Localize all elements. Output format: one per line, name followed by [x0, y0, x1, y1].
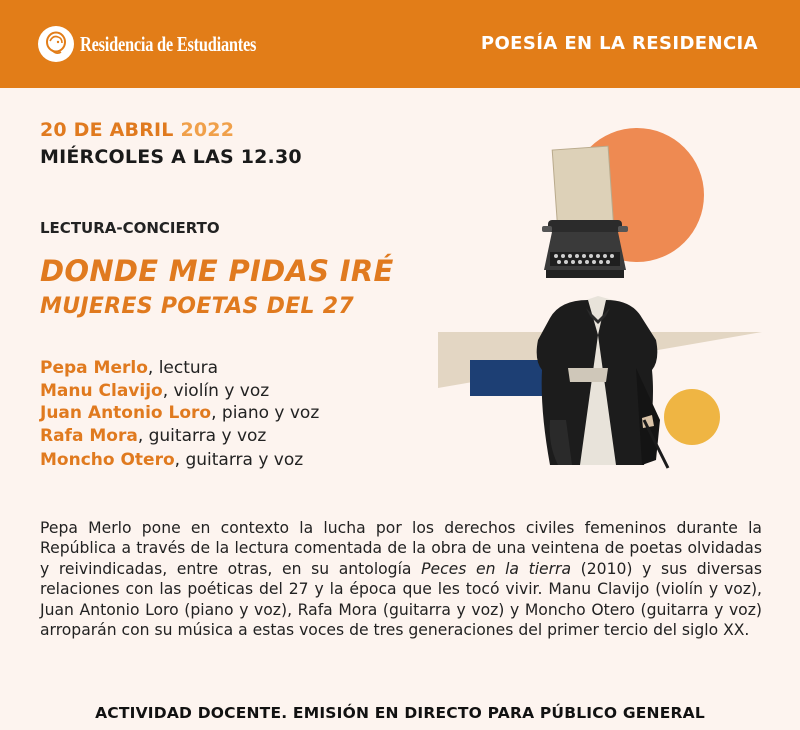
yellow-circle-shape	[664, 389, 720, 445]
event-date-day-month: 20 DE ABRIL	[40, 119, 174, 141]
event-date	[40, 119, 234, 141]
typewriter-head-collage	[430, 120, 770, 470]
performer-item	[40, 380, 319, 403]
description-text-after: (2010) y sus diversas relaciones con las poéticas del 27 y la época que les tocó vivir. Manu Clavijo (violín y voz), Juan Antonio Loro (piano y voz), Rafa Mora (guitarra y voz) y Moncho Otero (guitarra y voz) arroparán con su música a estas voces de tres generaciones del primer tercio del siglo XX.	[40, 559, 762, 640]
head-profile-icon	[38, 26, 74, 62]
performer-name: Moncho Otero	[40, 450, 175, 470]
performer-item	[40, 357, 319, 380]
performer-role: , lectura	[147, 358, 219, 378]
paper-sheet-shape	[552, 146, 614, 232]
description-text-before: Pepa Merlo pone en contexto la lucha por los derechos civiles femeninos durante la República a través de la lectura comentada de la obra de una veintena de poetas olvidadas y reivindicadas, entre otras, en su antología	[40, 519, 762, 578]
jacket-figure-icon	[537, 296, 668, 468]
event-date-year: 2022	[180, 119, 235, 141]
event-subtitle: MUJERES POETAS DEL 27	[40, 294, 355, 319]
performer-name: Pepa Merlo	[40, 358, 148, 378]
performer-name: Rafa Mora	[40, 425, 138, 446]
event-description	[40, 518, 762, 640]
header-bar	[0, 0, 800, 88]
performer-role: , piano y voz	[211, 403, 320, 423]
residencia-logo[interactable]	[38, 25, 306, 63]
book-title: Peces en la tierra	[421, 559, 572, 578]
logo-text: Residencia de Estudiantes	[80, 31, 257, 56]
performers-list	[40, 357, 319, 472]
series-title: POESÍA EN LA RESIDENCIA	[480, 33, 758, 54]
performer-item	[40, 449, 319, 472]
event-title: DONDE ME PIDAS IRÉ	[40, 254, 394, 288]
performer-role: , guitarra y voz	[137, 425, 267, 446]
performer-role: , violín y voz	[162, 380, 270, 401]
performer-role: , guitarra y voz	[174, 450, 304, 470]
performer-name: Manu Clavijo	[40, 380, 163, 401]
performer-name: Juan Antonio Loro	[40, 403, 212, 423]
typewriter-icon	[542, 220, 628, 278]
event-time: MIÉRCOLES A LAS 12.30	[40, 146, 302, 168]
footer-note: ACTIVIDAD DOCENTE. EMISIÓN EN DIRECTO PARA PÚBLICO GENERAL	[95, 704, 705, 722]
performer-item	[40, 425, 319, 448]
performer-item	[40, 402, 319, 425]
event-category: LECTURA-CONCIERTO	[40, 219, 220, 237]
